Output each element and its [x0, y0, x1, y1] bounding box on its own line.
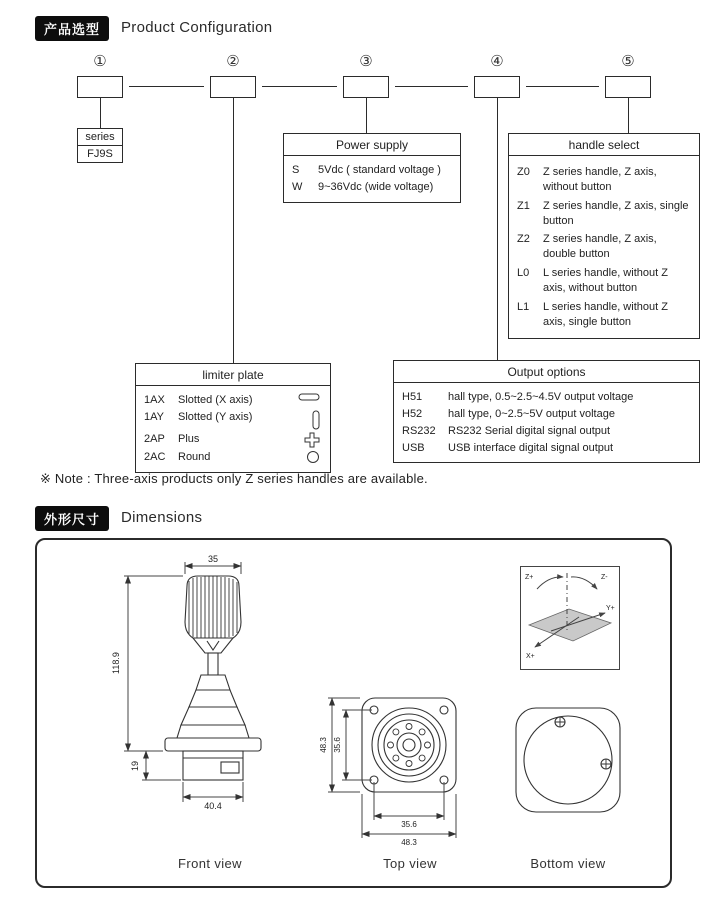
dim-lower-height: 19 [130, 760, 140, 772]
handle-select-title: handle select [509, 134, 699, 156]
option-code: L0 [517, 267, 530, 280]
top-view-label: Top view [383, 856, 437, 871]
code-box-5 [605, 76, 651, 98]
axis-indicator [520, 566, 620, 670]
position-number-5: ⑤ [621, 53, 635, 70]
joystick-bezel [165, 738, 261, 751]
flange-square [362, 698, 456, 792]
dim-outer-height: 48.3 [319, 737, 328, 753]
dim-outer-width: 48.3 [401, 838, 417, 847]
connector-line [497, 98, 498, 360]
bottom-view-label: Bottom view [530, 856, 606, 871]
front-view-label: Front view [178, 856, 242, 871]
option-desc: 5Vdc ( standard voltage ) [318, 164, 441, 176]
top-view-drawing [316, 686, 481, 851]
position-number-3: ③ [359, 53, 373, 70]
option-code: S [292, 164, 300, 176]
option-code: Z1 [517, 199, 530, 212]
option-desc: 9~36Vdc (wide voltage) [318, 180, 434, 193]
slot-vertical-icon [312, 410, 320, 430]
z-plus-rotation-arrow [537, 577, 563, 589]
connector-line [233, 98, 234, 363]
section-title-dimensions: Dimensions [121, 509, 203, 526]
position-number-2: ② [226, 53, 240, 70]
option-code: H52 [402, 407, 423, 420]
dim-inner-width: 35.6 [401, 820, 417, 829]
output-option-row [402, 441, 691, 456]
option-desc: USB interface digital signal output [448, 441, 614, 454]
option-code: Z2 [517, 233, 530, 246]
option-desc: Slotted (Y axis) [178, 410, 253, 423]
z-plus-label: Z+ [525, 574, 534, 581]
connector-line [526, 86, 599, 87]
handle-option-row [517, 232, 691, 262]
connector-line [628, 98, 629, 133]
power-supply-panel [283, 133, 461, 203]
power-supply-row [292, 180, 452, 195]
output-option-row [402, 407, 691, 422]
connector-line [129, 86, 204, 87]
axis-indicator-drawing [521, 567, 619, 669]
connector-line [100, 98, 101, 128]
handle-option-row [517, 300, 691, 330]
output-options-panel [393, 360, 700, 463]
plus-icon [304, 432, 320, 448]
section-title-config: Product Configuration [121, 19, 273, 36]
connector-line [366, 98, 367, 133]
code-box-1 [77, 76, 123, 98]
option-desc: Z series handle, Z axis, double button [543, 233, 657, 261]
z-minus-rotation-arrow [571, 577, 597, 589]
option-code: USB [402, 441, 425, 454]
handle-option-row [517, 199, 691, 229]
option-desc: hall type, 0~2.5~5V output voltage [448, 407, 615, 420]
option-code: Z0 [517, 166, 530, 178]
handle-select-panel [508, 133, 700, 339]
y-plus-label: Y+ [606, 605, 615, 612]
limiter-option-row [144, 410, 322, 430]
slot-horizontal-icon [298, 393, 320, 401]
joystick-boot-3 [181, 707, 245, 725]
option-code: 2AC [144, 450, 166, 463]
bottom-view-drawing [502, 702, 632, 832]
section-badge-config: 产品选型 [35, 16, 109, 41]
code-box-3 [343, 76, 389, 98]
limiter-option-row [144, 450, 322, 465]
joystick-boot-2 [189, 690, 237, 707]
option-code: H51 [402, 391, 423, 403]
option-code: L1 [517, 300, 530, 313]
option-desc: L series handle, without Z axis, single button [543, 300, 668, 328]
round-icon [306, 450, 320, 464]
position-number-4: ④ [490, 53, 504, 70]
option-code: 2AP [144, 432, 165, 445]
dim-knob-width: 35 [207, 554, 219, 564]
option-desc: RS232 Serial digital signal output [448, 424, 611, 437]
limiter-option-row [144, 393, 322, 408]
output-options-title: Output options [394, 361, 699, 383]
handle-option-row [517, 165, 691, 195]
front-view-drawing [88, 550, 318, 850]
option-desc: Slotted (X axis) [178, 394, 253, 406]
option-desc: hall type, 0.5~2.5~4.5V output voltage [448, 391, 634, 403]
option-desc: Z series handle, Z axis, without button [543, 166, 657, 193]
section-badge-dimensions: 外形尺寸 [35, 506, 109, 531]
option-desc: Z series handle, Z axis, single button [543, 199, 689, 227]
note-text: ※ Note : Three-axis products only Z series handles are available. [40, 471, 428, 486]
option-desc: L series handle, without Z axis, without button [543, 267, 668, 294]
option-code: RS232 [402, 424, 436, 437]
option-code: W [292, 180, 303, 193]
series-value: FJ9S [78, 145, 122, 162]
limiter-option-row [144, 432, 322, 448]
output-option-row [402, 390, 691, 405]
joystick-connector-tab [221, 762, 239, 773]
limiter-plate-panel [135, 363, 331, 473]
option-code: 1AX [144, 394, 165, 406]
dim-total-height: 118.9 [111, 652, 121, 674]
joystick-boot-1 [196, 675, 230, 690]
option-desc: Round [178, 450, 211, 463]
connector-line [262, 86, 337, 87]
x-plus-label: X+ [526, 653, 535, 660]
code-box-2 [210, 76, 256, 98]
series-label: series [85, 131, 115, 143]
connector-line [395, 86, 468, 87]
output-option-row [402, 424, 691, 439]
code-box-4 [474, 76, 520, 98]
base-square [516, 708, 620, 812]
joystick-shaft [208, 653, 218, 675]
limiter-plate-title: limiter plate [136, 364, 330, 386]
option-desc: Plus [178, 432, 200, 445]
power-supply-row [292, 163, 452, 178]
dim-base-width: 40.4 [204, 801, 222, 811]
z-minus-label: Z- [601, 574, 608, 581]
power-supply-title: Power supply [284, 134, 460, 156]
option-code: 1AY [144, 410, 164, 423]
dim-inner-height: 35.6 [333, 737, 342, 753]
series-box [77, 128, 123, 163]
joystick-boot-skirt [177, 725, 249, 738]
position-number-1: ① [93, 53, 107, 70]
handle-option-row [517, 266, 691, 296]
